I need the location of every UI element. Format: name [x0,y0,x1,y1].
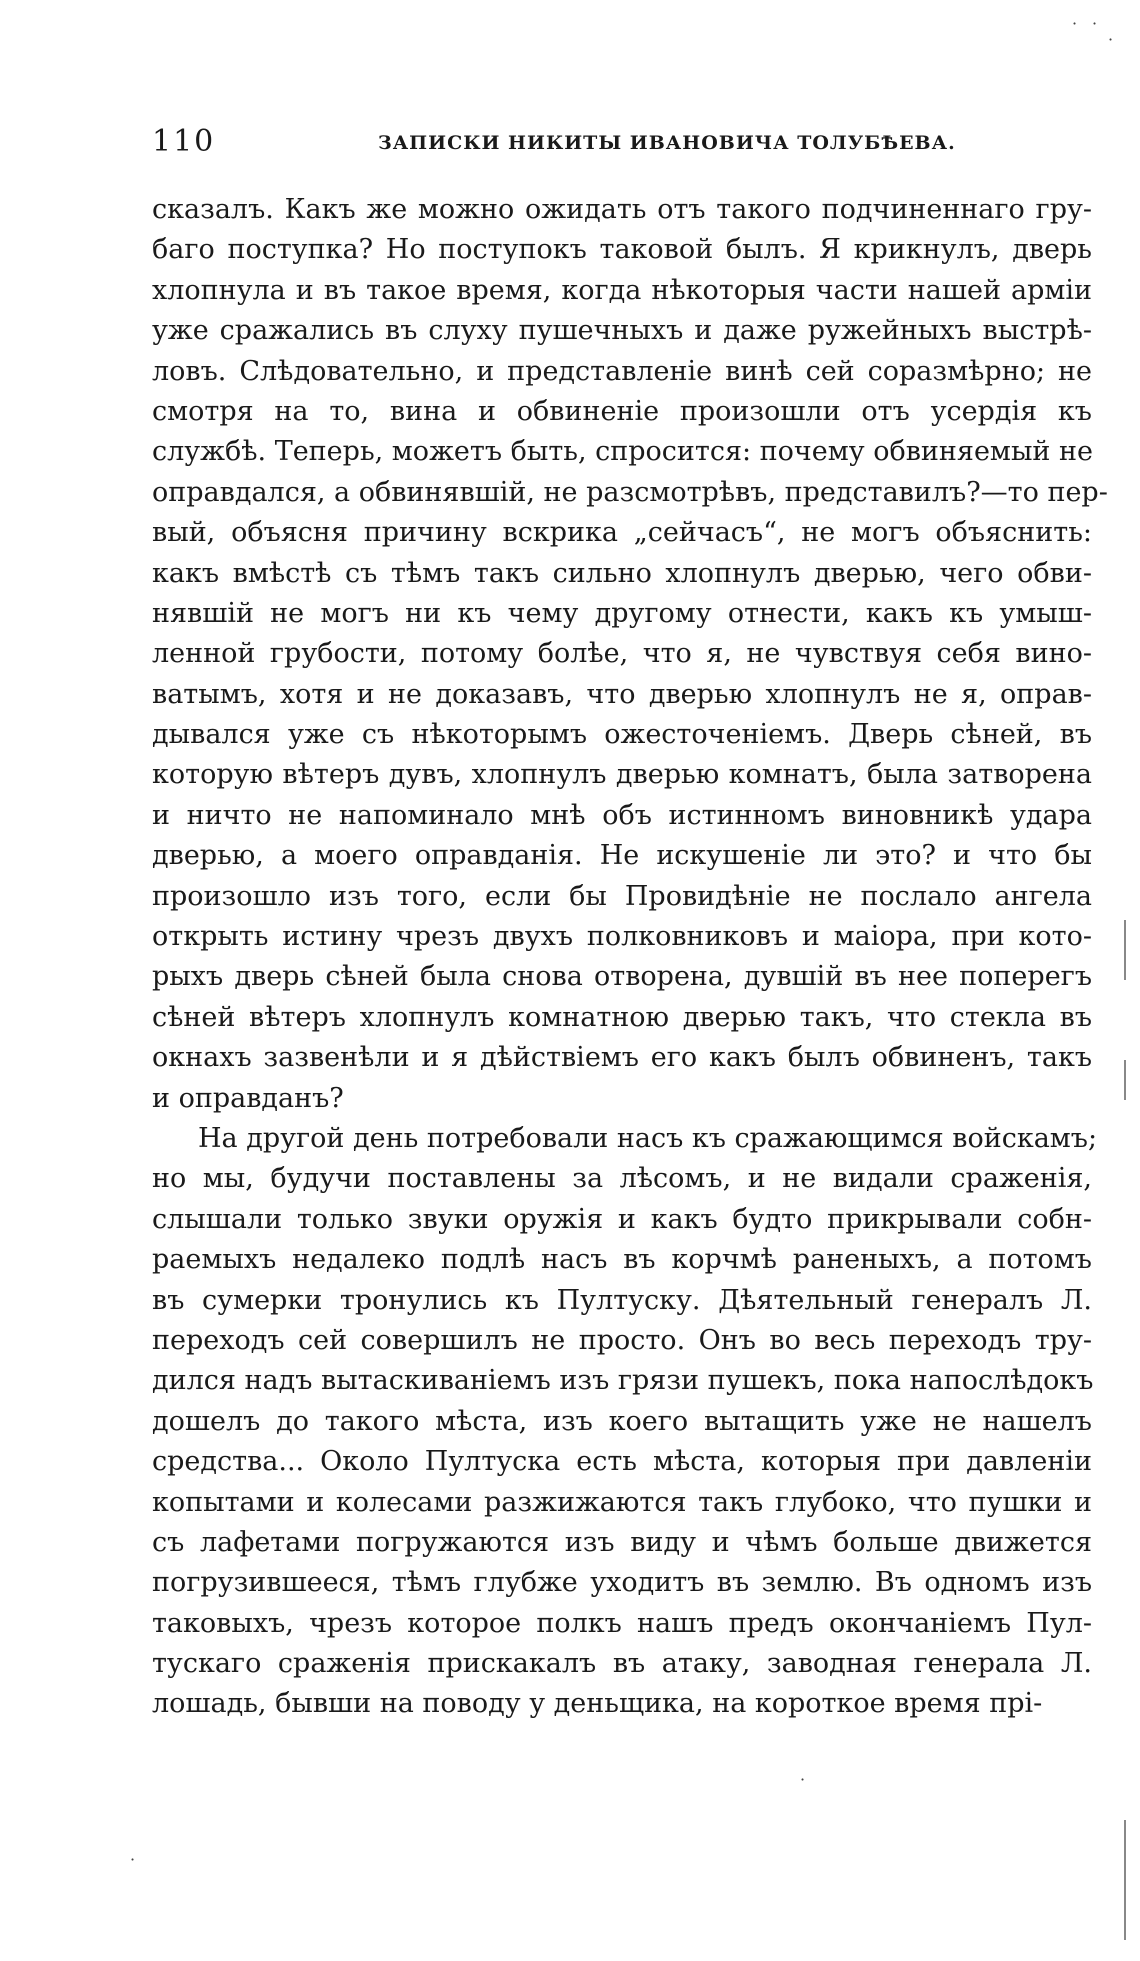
text-line: копытами и колесами разжижаются такъ глубоко, что пушки и [152,1486,1092,1518]
text-line: окнахъ зазвенѣли и я дѣйствіемъ его какъ былъ обвиненъ, такъ [152,1042,1092,1074]
text-line: На другой день потребовали насъ къ сражающимся войскамъ; [198,1122,1098,1154]
text-line: дверью, а моего оправданія. Не искушеніе ли это? и что бы [152,840,1092,872]
scan-edge-line [1124,1820,1126,1940]
text-line: дывался уже съ нѣкоторымъ ожесточеніемъ. Дверь сѣней, въ [152,719,1092,751]
text-line: въ сумерки тронулись къ Пултуску. Дѣятельный генералъ Л. [152,1284,1092,1316]
text-line: тускаго сраженія прискакалъ въ атаку, заводная генерала Л. [152,1648,1092,1680]
text-line: средства... Около Пултуска есть мѣста, которыя при давленіи [152,1446,1092,1478]
text-line: сѣней вѣтеръ хлопнулъ комнатною дверью такъ, что стекла въ [152,1001,1092,1033]
paragraph-1 [152,190,1108,1119]
text-line: смотря на то, вина и обвиненіе произошли отъ усердія къ [152,395,1092,427]
scan-speck: · [1092,14,1098,33]
text-line: дился надъ вытаскиваніемъ изъ грязи пушекъ, пока напослѣдокъ [152,1365,1094,1397]
text-line: уже сражались въ слуху пушечныхъ и даже ружейныхъ выстрѣ- [152,315,1092,347]
text-line: и оправданъ? [152,1082,344,1114]
text-line: съ лафетами погружаются изъ виду и чѣмъ больше движется [152,1526,1092,1558]
text-line: рыхъ дверь сѣней была снова отворена, дувшій въ нее поперегъ [152,961,1092,993]
text-line: хлопнула и въ такое время, когда нѣкоторыя части нашей арміи [152,274,1092,306]
text-line: дошелъ до такого мѣста, изъ коего вытащить уже не нашелъ [152,1405,1092,1437]
text-line: баго поступка? Но поступокъ таковой былъ. Я крикнулъ, дверь [152,234,1092,266]
text-line: лошадь, бывши на поводу у деньщика, на короткое время прі- [152,1688,1043,1720]
scan-edge-line [1124,1060,1126,1100]
scan-edge-line [1124,920,1126,980]
running-title: ЗАПИСКИ НИКИТЫ ИВАНОВИЧА ТОЛУБѢЕВА. [378,132,956,154]
text-line: нявшій не могъ ни къ чему другому отнести, какъ къ умыш- [152,597,1092,629]
text-line: оправдался, а обвинявшій, не разсмотрѣвъ, представилъ?—то пер- [152,476,1108,508]
text-line: службѣ. Теперь, можетъ быть, спросится: почему обвиняемый не [152,436,1093,468]
scan-speck: · [130,1850,136,1869]
text-line: которую вѣтеръ дувъ, хлопнулъ дверью комнатъ, была затворена [152,759,1092,791]
text-line: вый, объясня причину вскрика „сейчасъ“, не могъ объяснить: [152,517,1092,549]
scan-speck: · [800,1770,806,1789]
text-line: ватымъ, хотя и не доказавъ, что дверью хлопнулъ не я, оправ- [152,678,1092,710]
text-line: ленной грубости, потому болѣе, что я, не чувствуя себя вино- [152,638,1092,670]
text-line: открыть истину чрезъ двухъ полковниковъ и маіора, при кото- [152,921,1092,953]
text-line: произошло изъ того, если бы Провидѣніе не послало ангела [152,880,1092,912]
text-line: какъ вмѣстѣ съ тѣмъ такъ сильно хлопнулъ дверью, чего обви- [152,557,1092,589]
text-line: слышали только звуки оружія и какъ будто прикрывали собн- [152,1203,1092,1235]
text-line: но мы, будучи поставлены за лѣсомъ, и не видали сраженія, [152,1163,1092,1195]
scan-speck: · [1108,30,1114,49]
text-line: таковыхъ, чрезъ которое полкъ нашъ предъ окончаніемъ Пул- [152,1607,1092,1639]
text-line: погрузившееся, тѣмъ глубже уходитъ въ землю. Въ одномъ изъ [152,1567,1092,1599]
body-text [152,190,1108,1725]
text-line: ловъ. Слѣдовательно, и представленіе винѣ сей соразмѣрно; не [152,355,1092,387]
paragraph-2 [152,1119,1098,1725]
page-number: 110 [152,124,216,159]
text-line: и ничто не напоминало мнѣ объ истинномъ виновникѣ удара [152,799,1092,831]
text-line: сказалъ. Какъ же можно ожидать отъ такого подчиненнаго гру- [152,194,1092,225]
text-line: переходъ сей совершилъ не просто. Онъ во весь переходъ тру- [152,1324,1092,1356]
text-line: раемыхъ недалеко подлѣ насъ въ корчмѣ раненыхъ, а потомъ [152,1244,1092,1276]
scan-speck: · [1072,14,1078,33]
page-header [152,124,956,164]
